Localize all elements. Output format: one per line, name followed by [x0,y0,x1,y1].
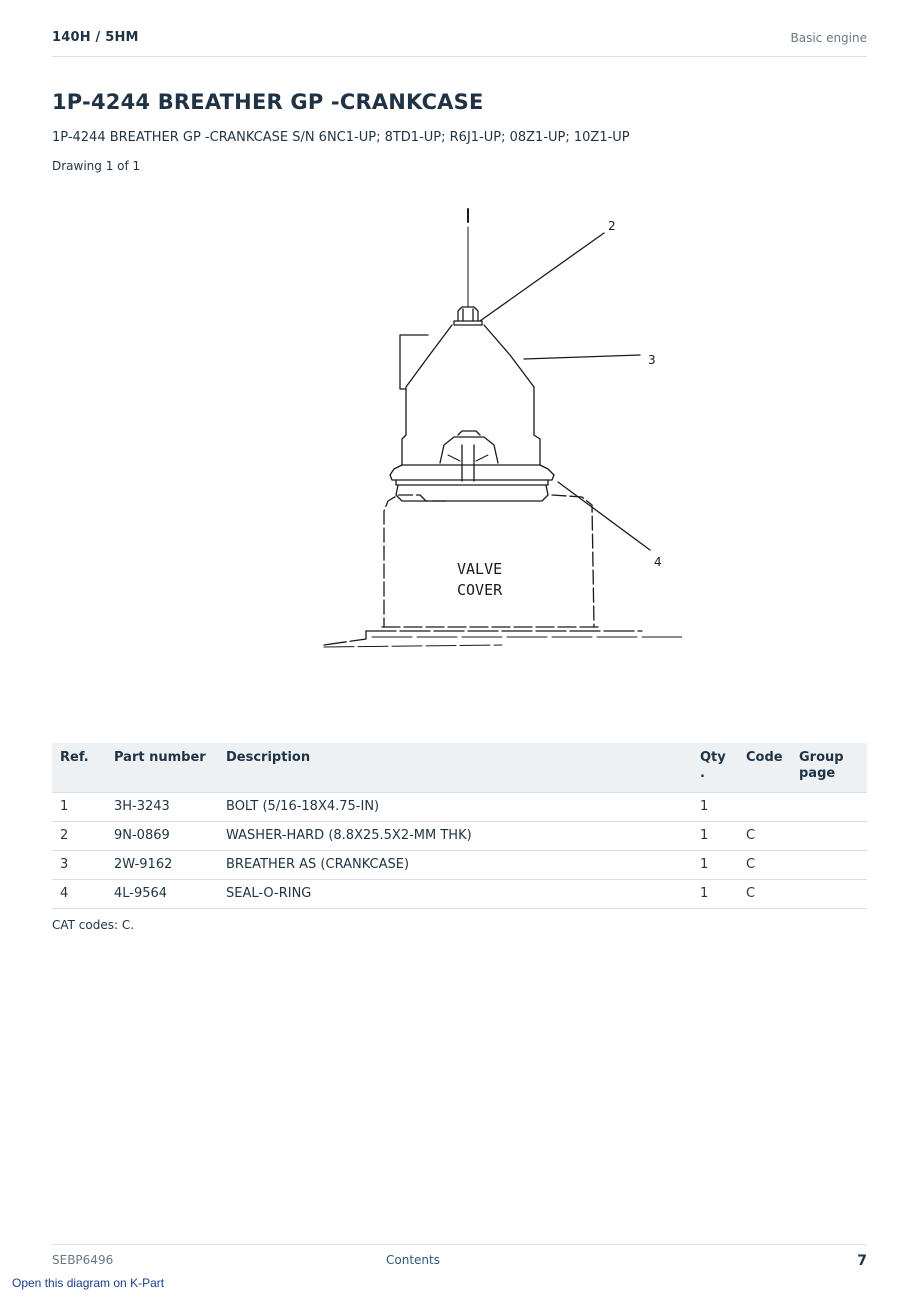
header-qty-line1: Qty [700,750,726,765]
open-kpart-link[interactable]: Open this diagram on K-Part [12,1276,165,1290]
breather-drawing [262,195,682,715]
cat-codes-note: CAT codes: C. [52,918,135,932]
page-footer [52,1244,867,1275]
header-code: Code [738,743,791,793]
table-header-row [52,743,867,793]
row-description: BREATHER AS (CRANKCASE) [218,851,692,880]
header-ref: Ref. [52,743,106,793]
page [52,0,867,1300]
model-label: 140H / 5HM [52,30,139,45]
row-part-number: 3H-3243 [106,793,218,822]
parts-diagram [262,195,682,715]
header-group-line1: Group [799,750,844,765]
row-qty: 1 [692,793,738,822]
cover-label: COVER [457,581,503,599]
row-code: C [738,851,791,880]
header-qty [692,743,738,793]
parts-table [52,743,867,909]
row-part-number: 4L-9564 [106,880,218,909]
row-code [738,793,791,822]
callout-3: 3 [648,353,656,367]
drawing-count: Drawing 1 of 1 [52,159,141,173]
header-part-number: Part number [106,743,218,793]
row-qty: 1 [692,880,738,909]
valve-label: VALVE [457,560,503,578]
page-title: 1P-4244 BREATHER GP -CRANKCASE [52,90,484,114]
table-row [52,880,867,909]
table-row [52,822,867,851]
document-id: SEBP6496 [52,1253,114,1267]
row-ref: 4 [52,880,106,909]
row-part-number: 2W-9162 [106,851,218,880]
row-qty: 1 [692,822,738,851]
row-description: SEAL-O-RING [218,880,692,909]
header-group-page [791,743,867,793]
callout-4: 4 [654,555,662,569]
header-description: Description [218,743,692,793]
header-group-line2: page [799,766,836,781]
contents-link[interactable]: Contents [386,1253,440,1267]
row-code: C [738,822,791,851]
row-qty: 1 [692,851,738,880]
row-ref: 1 [52,793,106,822]
section-label: Basic engine [790,31,867,45]
row-part-number: 9N-0869 [106,822,218,851]
row-description: BOLT (5/16-18X4.75-IN) [218,793,692,822]
row-code: C [738,880,791,909]
row-group-page [791,793,867,822]
row-group-page [791,851,867,880]
table-row [52,851,867,880]
row-group-page [791,822,867,851]
row-description: WASHER-HARD (8.8X25.5X2-MM THK) [218,822,692,851]
row-group-page [791,880,867,909]
row-ref: 3 [52,851,106,880]
page-number: 7 [857,1253,867,1269]
page-subtitle: 1P-4244 BREATHER GP -CRANKCASE S/N 6NC1-UP; 8TD1-UP; R6J1-UP; 08Z1-UP; 10Z1-UP [52,130,630,145]
row-ref: 2 [52,822,106,851]
page-header [52,28,867,57]
table-row [52,793,867,822]
callout-2: 2 [608,219,616,233]
header-qty-line2: . [700,766,705,781]
